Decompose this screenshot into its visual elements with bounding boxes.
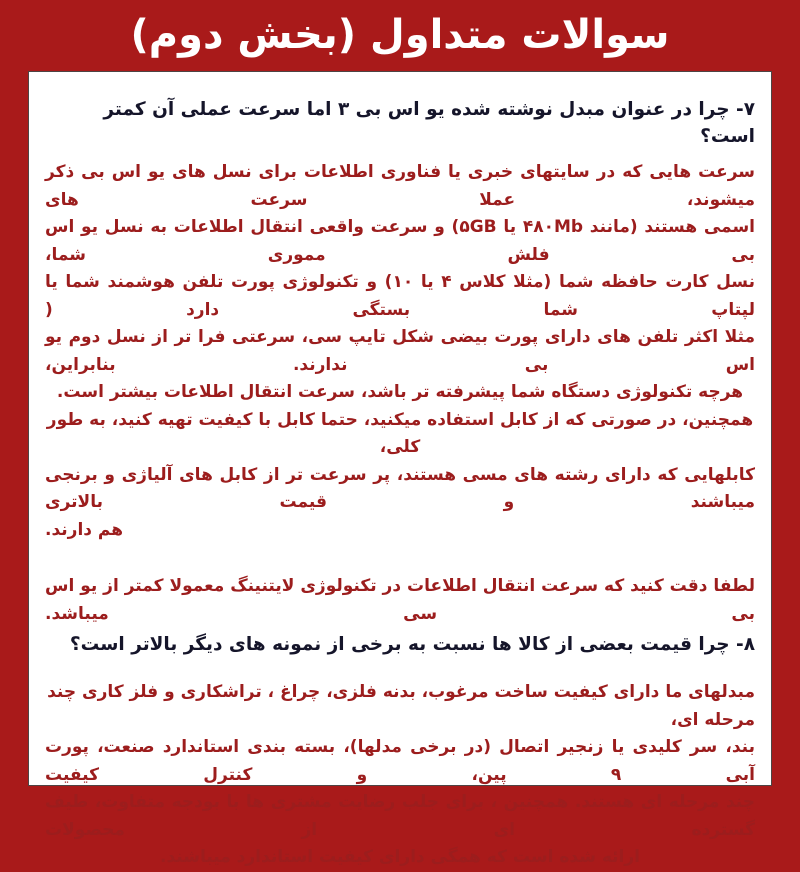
answer-line: هم دارند. (45, 519, 124, 540)
question-8-answer (45, 679, 755, 872)
answer-line: نسل کارت حافظه شما (مثلا کلاس ۴ یا ۱۰) و تکنولوژی پورت تلفن هوشمند شما یا لپتاپ شما بستگی دارد ( (45, 272, 755, 320)
answer-line: کابلهایی که دارای رشته های مسی هستند، پر سرعت تر از کابل های آلیاژی و برنجی میباشند و قیمت بالاتری (45, 464, 755, 512)
answer-line: هرچه تکنولوژی دستگاه شما پیشرفته تر باشد، سرعت انتقال اطلاعات بیشتر است. (56, 382, 744, 402)
content-panel (28, 71, 772, 867)
question-8-heading: ۸- چرا قیمت بعضی از کالا ها نسبت به برخی از نمونه های دیگر بالاتر است؟ (69, 634, 755, 655)
question-7-heading: ۷- چرا در عنوان مبدل نوشته شده یو اس بی ۳ اما سرعت عملی آن کمتر است؟ (103, 99, 755, 147)
answer-line: ارائه شده است که همگی دارای کیفیت استاندارد میباشند. (160, 847, 640, 867)
page-title: سوالات متداول (بخش دوم) (130, 12, 670, 58)
lightning-speed-note: لطفا دقت کنید که سرعت انتقال اطلاعات در تکنولوژی لایتنینگ معمولا کمتر از یو اس بی سی میباشد. (45, 576, 755, 624)
answer-line: همچنین، در صورتی که از کابل استفاده میکنید، حتما کابل با کیفیت تهیه کنید، به طور کلی، (46, 409, 754, 457)
answer-line: سرعت هایی که در سایتهای خبری یا فناوری اطلاعات برای نسل های یو اس بی ذکر میشوند، عملا سرعت های (45, 162, 755, 210)
answer-line: مبدلهای ما دارای کیفیت ساخت مرغوب، بدنه فلزی، چراغ ، تراشکاری و فلز کاری چند مرحله ای، (47, 682, 755, 730)
answer-line: بند، سر کلیدی یا زنجیر اتصال (در برخی مدلها)، بسته بندی استاندارد صنعت، پورت آبی ۹ پین، و کنترل کیفیت (45, 737, 755, 785)
answer-line: چند مرحله ای هستند. همچنین ، برای جلب رضایت مشتری ها با بودجه متفاوت، طیف گسترده ای از محصولات (45, 792, 755, 840)
answer-line: مثلا اکثر تلفن های دارای پورت بیضی شکل تایپ سی، سرعتی فرا تر از نسل دوم یو اس بی ندارند. بنابراین، (45, 327, 755, 375)
question-7-answer (45, 159, 755, 544)
answer-line: اسمی هستند (مانند ۴۸۰Mb یا ۵GB) و سرعت واقعی انتقال اطلاعات به نسل یو اس بی فلش مموری شما، (45, 217, 756, 265)
